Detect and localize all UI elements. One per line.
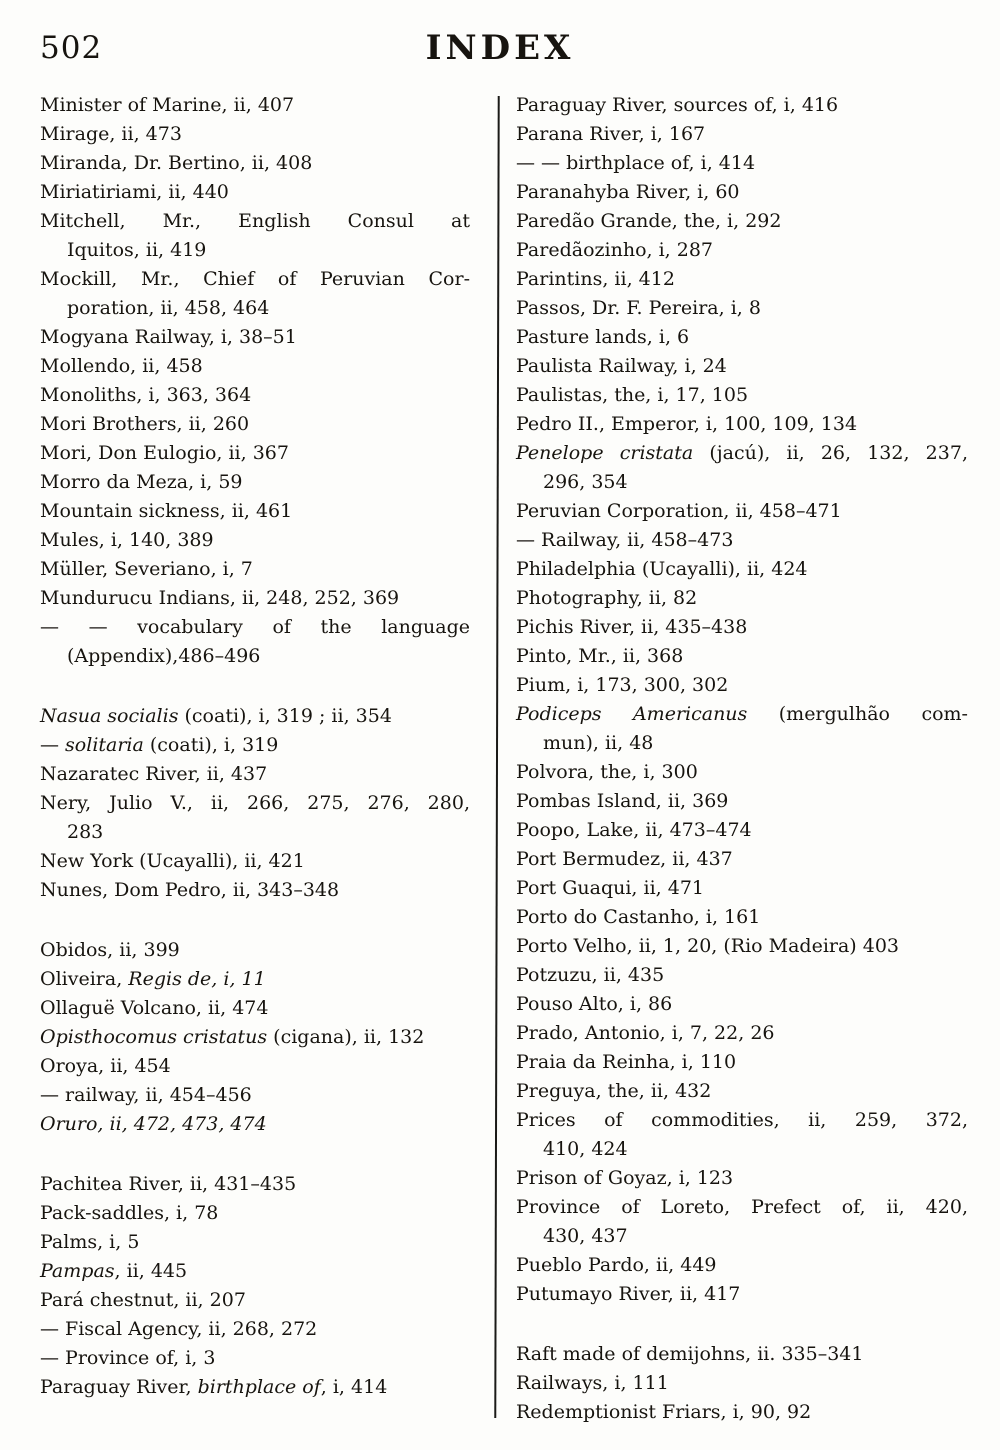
index-entry-line bbox=[516, 207, 968, 236]
index-entry-line bbox=[516, 1077, 968, 1106]
index-entry-text: Nazaratec River, ii, 437 bbox=[40, 763, 268, 785]
index-entry-line bbox=[516, 294, 968, 323]
index-entry-text: Mirage, ii, 473 bbox=[40, 123, 182, 145]
index-entry-line bbox=[516, 236, 968, 265]
index-entry-line bbox=[516, 323, 968, 352]
index-entry-text-italic: Opisthocomus cristatus bbox=[40, 1026, 268, 1048]
index-entry-text: Monoliths, i, 363, 364 bbox=[40, 384, 252, 406]
index-entry-line bbox=[40, 1170, 470, 1199]
index-entry-line bbox=[516, 642, 968, 671]
index-entry-text: 296, 354 bbox=[543, 471, 628, 493]
index-entry-line bbox=[516, 700, 968, 729]
index-entry-text: Ollaguë Volcano, ii, 474 bbox=[40, 997, 269, 1019]
index-entry-text: Mogyana Railway, i, 38–51 bbox=[40, 326, 297, 348]
index-entry-text: Paraguay River, sources of, i, 416 bbox=[516, 94, 839, 116]
index-entry-text-italic: Nasua socialis bbox=[40, 705, 179, 727]
index-entry-line bbox=[40, 207, 470, 236]
index-entry-line bbox=[516, 1398, 968, 1427]
index-entry-text: Pichis River, ii, 435–438 bbox=[516, 616, 748, 638]
index-entry-line bbox=[516, 874, 968, 903]
index-entry-text: Province of Loreto, Prefect of, ii, 420, bbox=[516, 1196, 968, 1218]
index-entry-line bbox=[40, 526, 470, 555]
index-entry-text: Minister of Marine, ii, 407 bbox=[40, 94, 295, 116]
index-entry-text: Nunes, Dom Pedro, ii, 343–348 bbox=[40, 879, 340, 901]
index-entry-text: New York (Ucayalli), ii, 421 bbox=[40, 850, 305, 872]
index-entry-text: (coati), i, 319 ; ii, 354 bbox=[178, 705, 392, 727]
index-entry-text: Pará chestnut, ii, 207 bbox=[40, 1289, 246, 1311]
index-entry-text: Mitchell, Mr., English Consul at bbox=[40, 210, 470, 232]
index-entry-line bbox=[40, 876, 470, 905]
index-entry-line bbox=[516, 497, 968, 526]
index-entry-line bbox=[40, 702, 470, 731]
index-entry-text: poration, ii, 458, 464 bbox=[67, 297, 270, 319]
index-entry-text: Paulista Railway, i, 24 bbox=[516, 355, 727, 377]
index-entry-line bbox=[516, 671, 968, 700]
index-entry-text: Mockill, Mr., Chief of Peruvian Cor- bbox=[40, 268, 470, 290]
index-entry-line bbox=[516, 1340, 968, 1369]
left-column bbox=[40, 91, 470, 1402]
index-entry-line bbox=[40, 294, 470, 323]
index-entry-line bbox=[516, 584, 968, 613]
index-entry-line bbox=[40, 1286, 470, 1315]
index-entry-line bbox=[40, 410, 470, 439]
index-entry-text: Pedro II., Emperor, i, 100, 109, 134 bbox=[516, 413, 858, 435]
index-entry-line bbox=[40, 936, 470, 965]
index-entry-line bbox=[40, 149, 470, 178]
index-entry-line bbox=[40, 1199, 470, 1228]
index-entry-text: Paulistas, the, i, 17, 105 bbox=[516, 384, 749, 406]
index-entry-line bbox=[40, 439, 470, 468]
index-entry-text: Redemptionist Friars, i, 90, 92 bbox=[516, 1401, 812, 1423]
index-entry-text: Prices of commodities, ii, 259, 372, bbox=[516, 1109, 968, 1131]
index-entry-line bbox=[516, 410, 968, 439]
index-entry-text: — railway, ii, 454–456 bbox=[40, 1084, 252, 1106]
index-entry-line bbox=[516, 178, 968, 207]
index-entry-text: Pium, i, 173, 300, 302 bbox=[516, 674, 729, 696]
index-entry-text: mun), ii, 48 bbox=[543, 732, 654, 754]
index-entry-line bbox=[516, 1164, 968, 1193]
index-entry-line bbox=[40, 642, 470, 671]
index-entry-line bbox=[516, 439, 968, 468]
index-entry-text: Miriatiriami, ii, 440 bbox=[40, 181, 229, 203]
index-entry-line bbox=[40, 1373, 470, 1402]
index-entry-line bbox=[40, 1052, 470, 1081]
index-entry-line bbox=[40, 1315, 470, 1344]
index-entry-line bbox=[516, 1222, 968, 1251]
index-entry-text: Poopo, Lake, ii, 473–474 bbox=[516, 819, 752, 841]
index-entry-line bbox=[40, 789, 470, 818]
index-entry-text: Mollendo, ii, 458 bbox=[40, 355, 203, 377]
index-entry-line bbox=[40, 1110, 470, 1139]
index-entry-text-italic: birthplace of bbox=[197, 1376, 321, 1398]
index-entry-text: (coati), i, 319 bbox=[143, 734, 279, 756]
index-entry-text: 283 bbox=[67, 821, 104, 843]
index-entry-text: Polvora, the, i, 300 bbox=[516, 761, 698, 783]
index-entry-text-italic: Pampas bbox=[40, 1260, 115, 1282]
index-entry-line bbox=[516, 555, 968, 584]
index-entry-line bbox=[40, 1081, 470, 1110]
index-entry-text: Prison of Goyaz, i, 123 bbox=[516, 1167, 734, 1189]
index-entry-text: Pouso Alto, i, 86 bbox=[516, 993, 673, 1015]
index-entry-line bbox=[516, 149, 968, 178]
index-entry-text: Pasture lands, i, 6 bbox=[516, 326, 690, 348]
index-entry-text: , i, 414 bbox=[320, 1376, 388, 1398]
column-divider-rule bbox=[494, 96, 499, 1418]
index-entry-line bbox=[40, 497, 470, 526]
index-entry-text: 410, 424 bbox=[543, 1138, 628, 1160]
index-entry-line bbox=[516, 120, 968, 149]
index-entry-text: (jacú), ii, 26, 132, 237, bbox=[693, 442, 968, 464]
index-entry-line bbox=[516, 468, 968, 497]
index-entry-text: Nery, Julio V., ii, 266, 275, 276, 280, bbox=[40, 792, 470, 814]
index-entry-line bbox=[516, 787, 968, 816]
index-entry-text: Paraguay River, bbox=[40, 1376, 198, 1398]
index-entry-line bbox=[40, 120, 470, 149]
index-entry-text-italic: Penelope cristata bbox=[516, 442, 694, 464]
index-entry-text: Port Bermudez, ii, 437 bbox=[516, 848, 733, 870]
index-entry-line bbox=[516, 1135, 968, 1164]
index-entry-line bbox=[516, 381, 968, 410]
index-entry-line bbox=[40, 91, 470, 120]
index-entry-line bbox=[516, 526, 968, 555]
index-entry-text: Porto Velho, ii, 1, 20, (Rio Madeira) 403 bbox=[516, 935, 900, 957]
index-entry-text: Mountain sickness, ii, 461 bbox=[40, 500, 293, 522]
index-entry-line bbox=[40, 1344, 470, 1373]
index-entry-text: — Railway, ii, 458–473 bbox=[516, 529, 734, 551]
index-entry-text: Photography, ii, 82 bbox=[516, 587, 698, 609]
index-entry-text: Preguya, the, ii, 432 bbox=[516, 1080, 712, 1102]
index-entry-text: Port Guaqui, ii, 471 bbox=[516, 877, 705, 899]
index-entry-text: Pachitea River, ii, 431–435 bbox=[40, 1173, 297, 1195]
index-entry-line bbox=[40, 760, 470, 789]
index-entry-line bbox=[516, 1369, 968, 1398]
index-entry-line bbox=[40, 1023, 470, 1052]
index-entry-text: Oroya, ii, 454 bbox=[40, 1055, 171, 1077]
index-entry-text: Parintins, ii, 412 bbox=[516, 268, 675, 290]
index-entry-line bbox=[516, 613, 968, 642]
index-entry-line bbox=[40, 965, 470, 994]
index-entry-text: Pack-saddles, i, 78 bbox=[40, 1202, 219, 1224]
index-entry-text: Parana River, i, 167 bbox=[516, 123, 706, 145]
index-entry-text: — Province of, i, 3 bbox=[40, 1347, 216, 1369]
index-entry-line bbox=[516, 990, 968, 1019]
index-entry-text: Mori Brothers, ii, 260 bbox=[40, 413, 250, 435]
index-entry-text: Miranda, Dr. Bertino, ii, 408 bbox=[40, 152, 313, 174]
index-entry-line bbox=[40, 555, 470, 584]
index-entry-text: — — vocabulary of the language bbox=[40, 616, 470, 638]
right-column bbox=[516, 91, 968, 1427]
index-entry-text: — Fiscal Agency, ii, 268, 272 bbox=[40, 1318, 318, 1340]
index-entry-line bbox=[40, 178, 470, 207]
index-entry-text: Passos, Dr. F. Pereira, i, 8 bbox=[516, 297, 761, 319]
index-entry-text: Prado, Antonio, i, 7, 22, 26 bbox=[516, 1022, 775, 1044]
index-entry-line bbox=[516, 1019, 968, 1048]
index-entry-text: Paredão Grande, the, i, 292 bbox=[516, 210, 782, 232]
index-entry-text: Peruvian Corporation, ii, 458–471 bbox=[516, 500, 842, 522]
page-title: INDEX bbox=[425, 28, 575, 68]
index-entry-text: Porto do Castanho, i, 161 bbox=[516, 906, 761, 928]
index-entry-text: Paredãozinho, i, 287 bbox=[516, 239, 714, 261]
index-entry-text: (Appendix),486–496 bbox=[67, 645, 261, 667]
index-entry-text: Palms, i, 5 bbox=[40, 1231, 140, 1253]
index-entry-line bbox=[40, 818, 470, 847]
index-entry-text: Potzuzu, ii, 435 bbox=[516, 964, 665, 986]
index-entry-line bbox=[516, 816, 968, 845]
index-entry-line bbox=[516, 903, 968, 932]
index-entry-text: Praia da Reinha, i, 110 bbox=[516, 1051, 737, 1073]
index-entry-line bbox=[40, 613, 470, 642]
index-entry-text: Oliveira, bbox=[40, 968, 129, 990]
index-entry-line bbox=[40, 1228, 470, 1257]
index-entry-line bbox=[516, 729, 968, 758]
index-entry-text: , ii, 445 bbox=[114, 1260, 188, 1282]
index-entry-text-italic: Oruro, ii, 472, 473, 474 bbox=[40, 1113, 267, 1135]
index-entry-text: Railways, i, 111 bbox=[516, 1372, 669, 1394]
index-entry-line bbox=[40, 381, 470, 410]
index-entry-line bbox=[516, 1280, 968, 1309]
index-entry-text-italic: solitaria bbox=[65, 734, 144, 756]
index-entry-line bbox=[40, 352, 470, 381]
index-entry-line bbox=[516, 91, 968, 120]
index-entry-text: (cigana), ii, 132 bbox=[267, 1026, 425, 1048]
index-entry-line bbox=[516, 265, 968, 294]
index-entry-line bbox=[516, 1048, 968, 1077]
index-entry-text: Raft made of demijohns, ii. 335–341 bbox=[516, 1343, 864, 1365]
index-entry-line bbox=[516, 758, 968, 787]
index-entry-line bbox=[40, 994, 470, 1023]
index-entry-line bbox=[40, 468, 470, 497]
index-entry-text: Obidos, ii, 399 bbox=[40, 939, 180, 961]
index-entry-line bbox=[40, 847, 470, 876]
page-number: 502 bbox=[40, 30, 103, 66]
index-entry-line bbox=[516, 1193, 968, 1222]
index-entry-text-italic: Podiceps Americanus bbox=[516, 703, 748, 725]
index-entry-text: Putumayo River, ii, 417 bbox=[516, 1283, 741, 1305]
index-entry-line bbox=[40, 584, 470, 613]
index-entry-text-italic: Regis de, i, 11 bbox=[128, 968, 266, 990]
index-entry-text: Pombas Island, ii, 369 bbox=[516, 790, 729, 812]
index-entry-line bbox=[516, 845, 968, 874]
index-entry-text: Pinto, Mr., ii, 368 bbox=[516, 645, 684, 667]
index-entry-line bbox=[40, 265, 470, 294]
index-entry-text: — — birthplace of, i, 414 bbox=[516, 152, 756, 174]
index-entry-text: Pueblo Pardo, ii, 449 bbox=[516, 1254, 717, 1276]
index-entry-line bbox=[516, 961, 968, 990]
index-entry-line bbox=[516, 1251, 968, 1280]
index-entry-line bbox=[40, 1257, 470, 1286]
index-entry-text: Morro da Meza, i, 59 bbox=[40, 471, 243, 493]
index-entry-text: Iquitos, ii, 419 bbox=[67, 239, 207, 261]
index-entry-text: Müller, Severiano, i, 7 bbox=[40, 558, 253, 580]
index-entry-line bbox=[516, 352, 968, 381]
index-entry-text: Paranahyba River, i, 60 bbox=[516, 181, 740, 203]
index-entry-text: Mundurucu Indians, ii, 248, 252, 369 bbox=[40, 587, 400, 609]
index-entry-text: — bbox=[40, 734, 66, 756]
index-entry-text: Mules, i, 140, 389 bbox=[40, 529, 214, 551]
index-entry-text: Mori, Don Eulogio, ii, 367 bbox=[40, 442, 289, 464]
index-entry-text: (mergulhão com- bbox=[747, 703, 968, 725]
index-entry-line bbox=[516, 1106, 968, 1135]
index-entry-line bbox=[40, 236, 470, 265]
index-entry-line bbox=[40, 731, 470, 760]
index-entry-line bbox=[516, 932, 968, 961]
index-entry-text: 430, 437 bbox=[543, 1225, 628, 1247]
index-entry-line bbox=[40, 323, 470, 352]
index-entry-text: Philadelphia (Ucayalli), ii, 424 bbox=[516, 558, 808, 580]
